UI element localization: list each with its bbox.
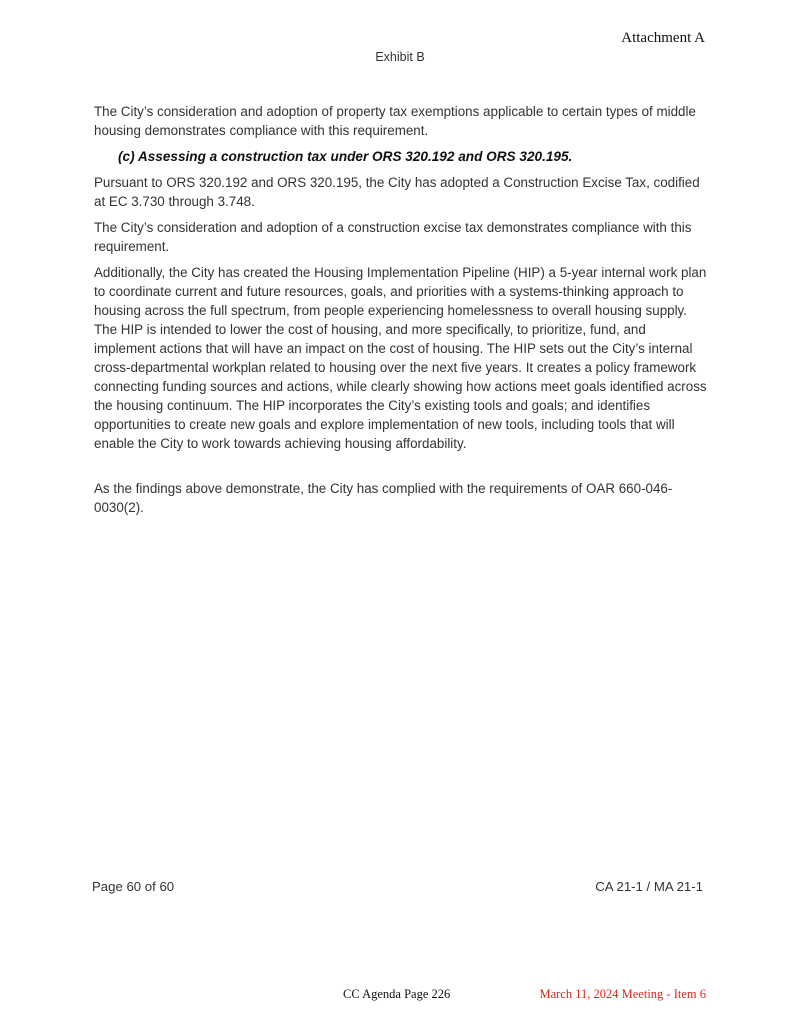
section-heading-construction-tax: (c) Assessing a construction tax under ORS 320.192 and ORS 320.195. (118, 149, 573, 164)
paragraph-conclusion: As the findings above demonstrate, the City has complied with the requirements of OAR 660-046-0030(2). (94, 481, 673, 515)
paragraph-excise-tax: Pursuant to ORS 320.192 and ORS 320.195, the City has adopted a Construction Excise Tax, codified at EC 3.730 through 3.748. (94, 175, 700, 209)
page-number: Page 60 of 60 (92, 879, 175, 894)
agenda-page-label: CC Agenda Page 226 (343, 987, 451, 1001)
attachment-label: Attachment A (621, 30, 705, 46)
case-number: CA 21-1 / MA 21-1 (595, 879, 703, 894)
paragraph-tax-exemptions: The City’s consideration and adoption of property tax exemptions applicable to certain types of middle housing demonstrates compliance with this requirement. (94, 104, 696, 138)
exhibit-label: Exhibit B (375, 50, 425, 64)
meeting-item-label: March 11, 2024 Meeting - Item 6 (539, 987, 706, 1001)
paragraph-excise-compliance: The City’s consideration and adoption of a construction excise tax demonstrates compliance with this requirement. (94, 220, 692, 254)
paragraph-hip: Additionally, the City has created the Housing Implementation Pipeline (HIP) a 5-year internal work plan to coordinate current and future resources, goals, and priorities with a systems-thinking approach to housing across the full spectrum, from people experiencing homelessness to overall housing supply. The HIP is intended to lower the cost of housing, and more specifically, to prioritize, fund, and implement actions that will have an impact on the cost of housing. The HIP sets out the City’s internal cross-departmental workplan related to housing over the next five years. It creates a policy framework connecting funding sources and actions, while clearly showing how actions meet goals identified across the housing continuum. The HIP incorporates the City’s existing tools and goals; and identifies opportunities to create new goals and explore implementation of new tools, including tools that will enable the City to work towards achieving housing affordability. (94, 265, 707, 451)
document-body (94, 102, 708, 524)
